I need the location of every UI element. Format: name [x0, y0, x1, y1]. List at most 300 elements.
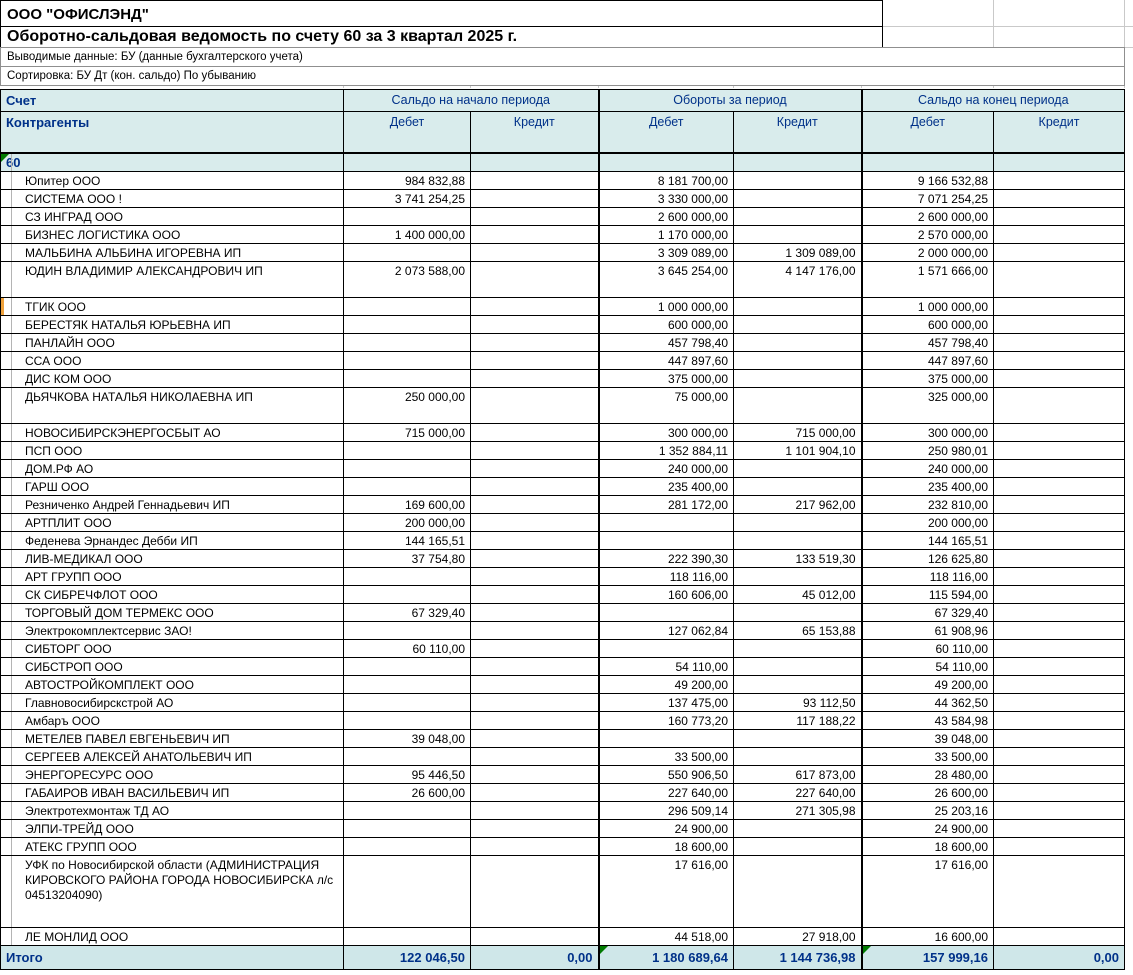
- amount-cell[interactable]: [734, 208, 862, 226]
- amount-cell[interactable]: [471, 748, 599, 766]
- amount-cell[interactable]: [344, 712, 471, 730]
- amount-cell[interactable]: [471, 730, 599, 748]
- amount-cell[interactable]: [471, 460, 599, 478]
- amount-cell[interactable]: [734, 334, 862, 352]
- amount-cell[interactable]: 240 000,00: [599, 460, 734, 478]
- counterparty-name-cell[interactable]: УФК по Новосибирской области (АДМИНИСТРАЦИЯ КИРОВСКОГО РАЙОНА ГОРОДА НОВОСИБИРСКА л/с 04513204090): [1, 856, 344, 928]
- amount-cell[interactable]: [344, 460, 471, 478]
- amount-cell[interactable]: 126 625,80: [862, 550, 994, 568]
- amount-cell[interactable]: [994, 496, 1125, 514]
- amount-cell[interactable]: 28 480,00: [862, 766, 994, 784]
- amount-cell[interactable]: 1 309 089,00: [734, 244, 862, 262]
- amount-cell[interactable]: 160 606,00: [599, 586, 734, 604]
- amount-cell[interactable]: 115 594,00: [862, 586, 994, 604]
- counterparty-name-cell[interactable]: Феденева Эрнандес Дебби ИП: [1, 532, 344, 550]
- column-header-credit[interactable]: Кредит: [734, 112, 862, 153]
- amount-cell[interactable]: [471, 208, 599, 226]
- amount-cell[interactable]: 232 810,00: [862, 496, 994, 514]
- amount-cell[interactable]: 39 048,00: [344, 730, 471, 748]
- counterparty-name-cell[interactable]: СЕРГЕЕВ АЛЕКСЕЙ АНАТОЛЬЕВИЧ ИП: [1, 748, 344, 766]
- counterparty-name-cell[interactable]: ЛИВ-МЕДИКАЛ ООО: [1, 550, 344, 568]
- amount-cell[interactable]: 117 188,22: [734, 712, 862, 730]
- amount-cell[interactable]: [471, 568, 599, 586]
- amount-cell[interactable]: 250 980,01: [862, 442, 994, 460]
- amount-cell[interactable]: 2 600 000,00: [862, 208, 994, 226]
- amount-cell[interactable]: [994, 766, 1125, 784]
- amount-cell[interactable]: 61 908,96: [862, 622, 994, 640]
- amount-cell[interactable]: [599, 604, 734, 622]
- amount-cell[interactable]: [471, 442, 599, 460]
- counterparty-name-cell[interactable]: ТОРГОВЫЙ ДОМ ТЕРМЕКС ООО: [1, 604, 344, 622]
- amount-cell[interactable]: [734, 604, 862, 622]
- amount-cell[interactable]: 715 000,00: [344, 424, 471, 442]
- amount-cell[interactable]: [344, 658, 471, 676]
- amount-cell[interactable]: [734, 298, 862, 316]
- amount-cell[interactable]: [471, 586, 599, 604]
- amount-cell[interactable]: 1 170 000,00: [599, 226, 734, 244]
- amount-cell[interactable]: 375 000,00: [862, 370, 994, 388]
- amount-cell[interactable]: [344, 316, 471, 334]
- amount-cell[interactable]: [344, 208, 471, 226]
- amount-cell[interactable]: 144 165,51: [344, 532, 471, 550]
- amount-cell[interactable]: [471, 694, 599, 712]
- amount-cell[interactable]: 39 048,00: [862, 730, 994, 748]
- amount-cell[interactable]: [471, 244, 599, 262]
- amount-cell[interactable]: 600 000,00: [862, 316, 994, 334]
- amount-cell[interactable]: [344, 856, 471, 928]
- amount-cell[interactable]: [994, 622, 1125, 640]
- amount-cell[interactable]: [734, 460, 862, 478]
- total-amount-cell[interactable]: 157 999,16: [862, 946, 994, 970]
- amount-cell[interactable]: 43 584,98: [862, 712, 994, 730]
- amount-cell[interactable]: 160 773,20: [599, 712, 734, 730]
- counterparty-name-cell[interactable]: АРТПЛИТ ООО: [1, 514, 344, 532]
- counterparty-name-cell[interactable]: СИСТЕМА ООО !: [1, 190, 344, 208]
- amount-cell[interactable]: [734, 820, 862, 838]
- amount-cell[interactable]: 27 918,00: [734, 928, 862, 946]
- table-row: [1, 514, 1125, 532]
- amount-cell[interactable]: [471, 856, 599, 928]
- group-header[interactable]: Обороты за период: [599, 90, 862, 112]
- account-empty-cell[interactable]: [344, 153, 471, 172]
- column-header-counterparties[interactable]: Контрагенты: [1, 112, 344, 153]
- amount-cell[interactable]: 300 000,00: [599, 424, 734, 442]
- amount-cell[interactable]: 67 329,40: [344, 604, 471, 622]
- counterparty-name-cell[interactable]: Амбаръ ООО: [1, 712, 344, 730]
- amount-cell[interactable]: [599, 730, 734, 748]
- amount-cell[interactable]: [734, 172, 862, 190]
- amount-cell[interactable]: [599, 532, 734, 550]
- amount-cell[interactable]: [471, 514, 599, 532]
- amount-cell[interactable]: 49 200,00: [599, 676, 734, 694]
- amount-cell[interactable]: [994, 208, 1125, 226]
- amount-cell[interactable]: [994, 658, 1125, 676]
- amount-cell[interactable]: 18 600,00: [862, 838, 994, 856]
- company-name[interactable]: ООО "ОФИСЛЭНД": [0, 0, 883, 27]
- amount-cell[interactable]: [994, 640, 1125, 658]
- amount-cell[interactable]: 4 147 176,00: [734, 262, 862, 298]
- amount-cell[interactable]: [994, 442, 1125, 460]
- amount-cell[interactable]: 617 873,00: [734, 766, 862, 784]
- amount-cell[interactable]: [994, 568, 1125, 586]
- amount-cell[interactable]: 325 000,00: [862, 388, 994, 424]
- amount-cell[interactable]: [994, 550, 1125, 568]
- amount-cell[interactable]: [994, 604, 1125, 622]
- amount-cell[interactable]: [344, 334, 471, 352]
- amount-cell[interactable]: [734, 640, 862, 658]
- amount-cell[interactable]: 550 906,50: [599, 766, 734, 784]
- amount-cell[interactable]: 49 200,00: [862, 676, 994, 694]
- amount-cell[interactable]: 60 110,00: [862, 640, 994, 658]
- counterparty-name-cell[interactable]: ПСП ООО: [1, 442, 344, 460]
- counterparty-name-cell[interactable]: СК СИБРЕЧФЛОТ ООО: [1, 586, 344, 604]
- amount-cell[interactable]: [994, 820, 1125, 838]
- amount-cell[interactable]: [471, 676, 599, 694]
- amount-cell[interactable]: 227 640,00: [734, 784, 862, 802]
- amount-cell[interactable]: 9 166 532,88: [862, 172, 994, 190]
- counterparty-name-cell[interactable]: Электротехмонтаж ТД АО: [1, 802, 344, 820]
- amount-cell[interactable]: [471, 838, 599, 856]
- amount-cell[interactable]: [471, 370, 599, 388]
- amount-cell[interactable]: 25 203,16: [862, 802, 994, 820]
- column-header-debit[interactable]: Дебет: [862, 112, 994, 153]
- amount-cell[interactable]: 3 645 254,00: [599, 262, 734, 298]
- counterparty-name-cell[interactable]: НОВОСИБИРСКЭНЕРГОСБЫТ АО: [1, 424, 344, 442]
- account-cell[interactable]: 60: [1, 153, 344, 172]
- amount-cell[interactable]: [994, 532, 1125, 550]
- amount-cell[interactable]: 375 000,00: [599, 370, 734, 388]
- amount-cell[interactable]: [344, 370, 471, 388]
- counterparty-name-cell[interactable]: ДИС КОМ ООО: [1, 370, 344, 388]
- amount-cell[interactable]: [344, 748, 471, 766]
- amount-cell[interactable]: 44 362,50: [862, 694, 994, 712]
- amount-cell[interactable]: 133 519,30: [734, 550, 862, 568]
- amount-cell[interactable]: 33 500,00: [599, 748, 734, 766]
- column-header-debit[interactable]: Дебет: [599, 112, 734, 153]
- amount-cell[interactable]: 127 062,84: [599, 622, 734, 640]
- amount-cell[interactable]: 67 329,40: [862, 604, 994, 622]
- amount-cell[interactable]: [734, 352, 862, 370]
- amount-cell[interactable]: 1 101 904,10: [734, 442, 862, 460]
- amount-cell[interactable]: [471, 388, 599, 424]
- gutter-line: [11, 460, 12, 477]
- counterparty-name-cell[interactable]: СИБТОРГ ООО: [1, 640, 344, 658]
- amount-cell[interactable]: 235 400,00: [862, 478, 994, 496]
- amount-cell[interactable]: 8 181 700,00: [599, 172, 734, 190]
- counterparty-name-cell[interactable]: ГАБАИРОВ ИВАН ВАСИЛЬЕВИЧ ИП: [1, 784, 344, 802]
- amount-cell[interactable]: 7 071 254,25: [862, 190, 994, 208]
- amount-cell[interactable]: 715 000,00: [734, 424, 862, 442]
- amount-cell[interactable]: 1 400 000,00: [344, 226, 471, 244]
- amount-cell[interactable]: [994, 388, 1125, 424]
- amount-cell[interactable]: [344, 622, 471, 640]
- amount-cell[interactable]: 200 000,00: [344, 514, 471, 532]
- amount-cell[interactable]: [734, 856, 862, 928]
- amount-cell[interactable]: 281 172,00: [599, 496, 734, 514]
- amount-cell[interactable]: [734, 190, 862, 208]
- amount-cell[interactable]: [471, 316, 599, 334]
- amount-cell[interactable]: [344, 298, 471, 316]
- amount-cell[interactable]: [734, 316, 862, 334]
- amount-cell[interactable]: 271 305,98: [734, 802, 862, 820]
- table-row: [1, 622, 1125, 640]
- amount-cell[interactable]: [344, 586, 471, 604]
- total-amount-cell[interactable]: 1 180 689,64: [599, 946, 734, 970]
- amount-cell[interactable]: 296 509,14: [599, 802, 734, 820]
- amount-cell[interactable]: [344, 568, 471, 586]
- total-label-cell[interactable]: Итого: [1, 946, 344, 970]
- amount-cell[interactable]: 137 475,00: [599, 694, 734, 712]
- amount-cell[interactable]: [994, 424, 1125, 442]
- amount-cell[interactable]: [734, 658, 862, 676]
- amount-cell[interactable]: 235 400,00: [599, 478, 734, 496]
- amount-cell[interactable]: 457 798,40: [599, 334, 734, 352]
- amount-cell[interactable]: [994, 334, 1125, 352]
- counterparty-name-cell[interactable]: МАЛЬБИНА АЛЬБИНА ИГОРЕВНА ИП: [1, 244, 344, 262]
- amount-cell[interactable]: [994, 298, 1125, 316]
- amount-cell[interactable]: [471, 604, 599, 622]
- counterparty-name-cell[interactable]: БИЗНЕС ЛОГИСТИКА ООО: [1, 226, 344, 244]
- amount-cell[interactable]: [994, 712, 1125, 730]
- amount-cell[interactable]: 227 640,00: [599, 784, 734, 802]
- amount-cell[interactable]: [734, 568, 862, 586]
- counterparty-name-cell[interactable]: СЗ ИНГРАД ООО: [1, 208, 344, 226]
- amount-cell[interactable]: [471, 190, 599, 208]
- column-header-credit[interactable]: Кредит: [994, 112, 1125, 153]
- amount-cell[interactable]: 1 352 884,11: [599, 442, 734, 460]
- amount-cell[interactable]: 300 000,00: [862, 424, 994, 442]
- amount-cell[interactable]: [344, 442, 471, 460]
- total-amount-cell[interactable]: 0,00: [471, 946, 599, 970]
- counterparty-name-cell[interactable]: СИБСТРОП ООО: [1, 658, 344, 676]
- account-empty-cell[interactable]: [994, 153, 1125, 172]
- amount-cell[interactable]: [471, 172, 599, 190]
- amount-cell[interactable]: 2 600 000,00: [599, 208, 734, 226]
- amount-cell[interactable]: 457 798,40: [862, 334, 994, 352]
- group-header[interactable]: Сальдо на начало периода: [344, 90, 599, 112]
- amount-cell[interactable]: [344, 694, 471, 712]
- amount-cell[interactable]: [734, 748, 862, 766]
- counterparty-name-cell[interactable]: МЕТЕЛЕВ ПАВЕЛ ЕВГЕНЬЕВИЧ ИП: [1, 730, 344, 748]
- amount-cell[interactable]: [734, 730, 862, 748]
- amount-cell[interactable]: 250 000,00: [344, 388, 471, 424]
- amount-cell[interactable]: [471, 712, 599, 730]
- amount-cell[interactable]: 169 600,00: [344, 496, 471, 514]
- amount-cell[interactable]: [994, 586, 1125, 604]
- amount-cell[interactable]: [471, 640, 599, 658]
- amount-cell[interactable]: [599, 514, 734, 532]
- amount-cell[interactable]: 95 446,50: [344, 766, 471, 784]
- amount-cell[interactable]: [994, 172, 1125, 190]
- gutter-line: [11, 568, 12, 585]
- amount-cell[interactable]: [344, 676, 471, 694]
- counterparty-name-cell[interactable]: ЭНЕРГОРЕСУРС ООО: [1, 766, 344, 784]
- amount-cell[interactable]: 447 897,60: [862, 352, 994, 370]
- counterparty-name-cell[interactable]: АТЕКС ГРУПП ООО: [1, 838, 344, 856]
- account-empty-cell[interactable]: [734, 153, 862, 172]
- amount-cell[interactable]: [994, 514, 1125, 532]
- amount-cell[interactable]: [471, 532, 599, 550]
- amount-cell[interactable]: [471, 820, 599, 838]
- amount-cell[interactable]: [994, 460, 1125, 478]
- amount-cell[interactable]: 26 600,00: [344, 784, 471, 802]
- counterparty-name-cell[interactable]: ПАНЛАЙН ООО: [1, 334, 344, 352]
- amount-cell[interactable]: 1 000 000,00: [862, 298, 994, 316]
- amount-cell[interactable]: 118 116,00: [599, 568, 734, 586]
- amount-cell[interactable]: 54 110,00: [599, 658, 734, 676]
- amount-cell[interactable]: [471, 424, 599, 442]
- column-header-debit[interactable]: Дебет: [344, 112, 471, 153]
- amount-cell[interactable]: [994, 802, 1125, 820]
- amount-cell[interactable]: 18 600,00: [599, 838, 734, 856]
- amount-cell[interactable]: [471, 334, 599, 352]
- counterparty-name-cell[interactable]: Юпитер ООО: [1, 172, 344, 190]
- amount-cell[interactable]: 3 741 254,25: [344, 190, 471, 208]
- amount-cell[interactable]: [344, 820, 471, 838]
- amount-cell[interactable]: 93 112,50: [734, 694, 862, 712]
- amount-cell[interactable]: 222 390,30: [599, 550, 734, 568]
- account-empty-cell[interactable]: [862, 153, 994, 172]
- amount-cell[interactable]: [471, 550, 599, 568]
- amount-cell[interactable]: [734, 226, 862, 244]
- amount-cell[interactable]: [994, 190, 1125, 208]
- amount-cell[interactable]: 45 012,00: [734, 586, 862, 604]
- amount-cell[interactable]: [994, 262, 1125, 298]
- amount-cell[interactable]: [994, 784, 1125, 802]
- amount-cell[interactable]: [344, 478, 471, 496]
- amount-cell[interactable]: 37 754,80: [344, 550, 471, 568]
- amount-cell[interactable]: [471, 928, 599, 946]
- amount-cell[interactable]: [344, 802, 471, 820]
- amount-cell[interactable]: 17 616,00: [599, 856, 734, 928]
- amount-cell[interactable]: [994, 748, 1125, 766]
- counterparty-name-cell[interactable]: АРТ ГРУПП ООО: [1, 568, 344, 586]
- amount-cell[interactable]: [471, 658, 599, 676]
- counterparty-name-cell[interactable]: ГАРШ ООО: [1, 478, 344, 496]
- amount-cell[interactable]: 144 165,51: [862, 532, 994, 550]
- total-amount-cell[interactable]: 122 046,50: [344, 946, 471, 970]
- amount-cell[interactable]: [994, 352, 1125, 370]
- amount-cell[interactable]: [471, 802, 599, 820]
- counterparty-name-cell[interactable]: Главновосибирскстрой АО: [1, 694, 344, 712]
- amount-cell[interactable]: [344, 244, 471, 262]
- amount-cell[interactable]: [471, 784, 599, 802]
- group-header[interactable]: Сальдо на конец периода: [862, 90, 1125, 112]
- column-header-credit[interactable]: Кредит: [471, 112, 599, 153]
- amount-cell[interactable]: 65 153,88: [734, 622, 862, 640]
- counterparty-name-cell[interactable]: ТГИК ООО: [1, 298, 344, 316]
- amount-cell[interactable]: 60 110,00: [344, 640, 471, 658]
- amount-cell[interactable]: [471, 478, 599, 496]
- total-amount-cell[interactable]: 0,00: [994, 946, 1125, 970]
- amount-cell[interactable]: 240 000,00: [862, 460, 994, 478]
- amount-cell[interactable]: [994, 838, 1125, 856]
- amount-cell[interactable]: [994, 676, 1125, 694]
- report-title[interactable]: Оборотно-сальдовая ведомость по счету 60 за 3 квартал 2025 г.: [0, 26, 883, 48]
- amount-cell[interactable]: [471, 298, 599, 316]
- info-sorting[interactable]: Сортировка: БУ Дт (кон. сальдо) По убыванию: [0, 66, 1125, 86]
- amount-cell[interactable]: [994, 928, 1125, 946]
- amount-cell[interactable]: [994, 226, 1125, 244]
- amount-cell[interactable]: [994, 370, 1125, 388]
- amount-cell[interactable]: 600 000,00: [599, 316, 734, 334]
- amount-cell[interactable]: 33 500,00: [862, 748, 994, 766]
- amount-cell[interactable]: [734, 532, 862, 550]
- amount-cell[interactable]: 118 116,00: [862, 568, 994, 586]
- amount-cell[interactable]: [344, 352, 471, 370]
- amount-cell[interactable]: [994, 856, 1125, 928]
- amount-cell[interactable]: [734, 478, 862, 496]
- column-header-account[interactable]: Счет: [1, 90, 344, 112]
- table-row: [1, 370, 1125, 388]
- amount-cell[interactable]: [471, 226, 599, 244]
- amount-cell[interactable]: 75 000,00: [599, 388, 734, 424]
- amount-cell[interactable]: 2 073 588,00: [344, 262, 471, 298]
- amount-cell[interactable]: 54 110,00: [862, 658, 994, 676]
- amount-cell[interactable]: [734, 514, 862, 532]
- amount-cell[interactable]: [734, 388, 862, 424]
- amount-cell[interactable]: [734, 676, 862, 694]
- amount-cell[interactable]: [471, 496, 599, 514]
- amount-cell[interactable]: 447 897,60: [599, 352, 734, 370]
- counterparty-name-cell[interactable]: ЭЛПИ-ТРЕЙД ООО: [1, 820, 344, 838]
- counterparty-name-cell[interactable]: ЛЕ МОНЛИД ООО: [1, 928, 344, 946]
- amount-cell[interactable]: 200 000,00: [862, 514, 994, 532]
- counterparty-name-cell[interactable]: АВТОСТРОЙКОМПЛЕКТ ООО: [1, 676, 344, 694]
- counterparty-name-cell[interactable]: ССА ООО: [1, 352, 344, 370]
- amount-cell[interactable]: 984 832,88: [344, 172, 471, 190]
- counterparty-name-cell[interactable]: Резниченко Андрей Геннадьевич ИП: [1, 496, 344, 514]
- amount-cell[interactable]: 217 962,00: [734, 496, 862, 514]
- amount-cell[interactable]: [994, 316, 1125, 334]
- amount-cell[interactable]: [471, 352, 599, 370]
- amount-cell[interactable]: [471, 262, 599, 298]
- counterparty-name-cell[interactable]: БЕРЕСТЯК НАТАЛЬЯ ЮРЬЕВНА ИП: [1, 316, 344, 334]
- amount-cell[interactable]: [344, 928, 471, 946]
- amount-cell[interactable]: 16 600,00: [862, 928, 994, 946]
- amount-cell[interactable]: 2 000 000,00: [862, 244, 994, 262]
- counterparty-name-cell[interactable]: ЮДИН ВЛАДИМИР АЛЕКСАНДРОВИЧ ИП: [1, 262, 344, 298]
- counterparty-name-cell[interactable]: Электрокомплектсервис ЗАО!: [1, 622, 344, 640]
- counterparty-name-cell[interactable]: ДЬЯЧКОВА НАТАЛЬЯ НИКОЛАЕВНА ИП: [1, 388, 344, 424]
- account-empty-cell[interactable]: [471, 153, 599, 172]
- amount-cell[interactable]: [994, 694, 1125, 712]
- amount-cell[interactable]: [599, 640, 734, 658]
- amount-cell[interactable]: 3 309 089,00: [599, 244, 734, 262]
- amount-cell[interactable]: 1 571 666,00: [862, 262, 994, 298]
- amount-cell[interactable]: [734, 370, 862, 388]
- amount-cell[interactable]: 17 616,00: [862, 856, 994, 928]
- amount-cell[interactable]: 26 600,00: [862, 784, 994, 802]
- amount-cell[interactable]: [344, 838, 471, 856]
- amount-cell[interactable]: 2 570 000,00: [862, 226, 994, 244]
- amount-cell[interactable]: [994, 478, 1125, 496]
- amount-cell[interactable]: [471, 622, 599, 640]
- amount-cell[interactable]: [994, 730, 1125, 748]
- amount-cell[interactable]: 24 900,00: [862, 820, 994, 838]
- amount-cell[interactable]: 24 900,00: [599, 820, 734, 838]
- account-empty-cell[interactable]: [599, 153, 734, 172]
- amount-cell[interactable]: [734, 838, 862, 856]
- amount-cell[interactable]: [994, 244, 1125, 262]
- amount-cell[interactable]: 44 518,00: [599, 928, 734, 946]
- amount-cell[interactable]: 1 000 000,00: [599, 298, 734, 316]
- total-amount-cell[interactable]: 1 144 736,98: [734, 946, 862, 970]
- amount-cell[interactable]: 3 330 000,00: [599, 190, 734, 208]
- info-displayed-data[interactable]: Выводимые данные: БУ (данные бухгалтерского учета): [0, 47, 1125, 67]
- amount-cell[interactable]: [471, 766, 599, 784]
- counterparty-name-cell[interactable]: ДОМ.РФ АО: [1, 460, 344, 478]
